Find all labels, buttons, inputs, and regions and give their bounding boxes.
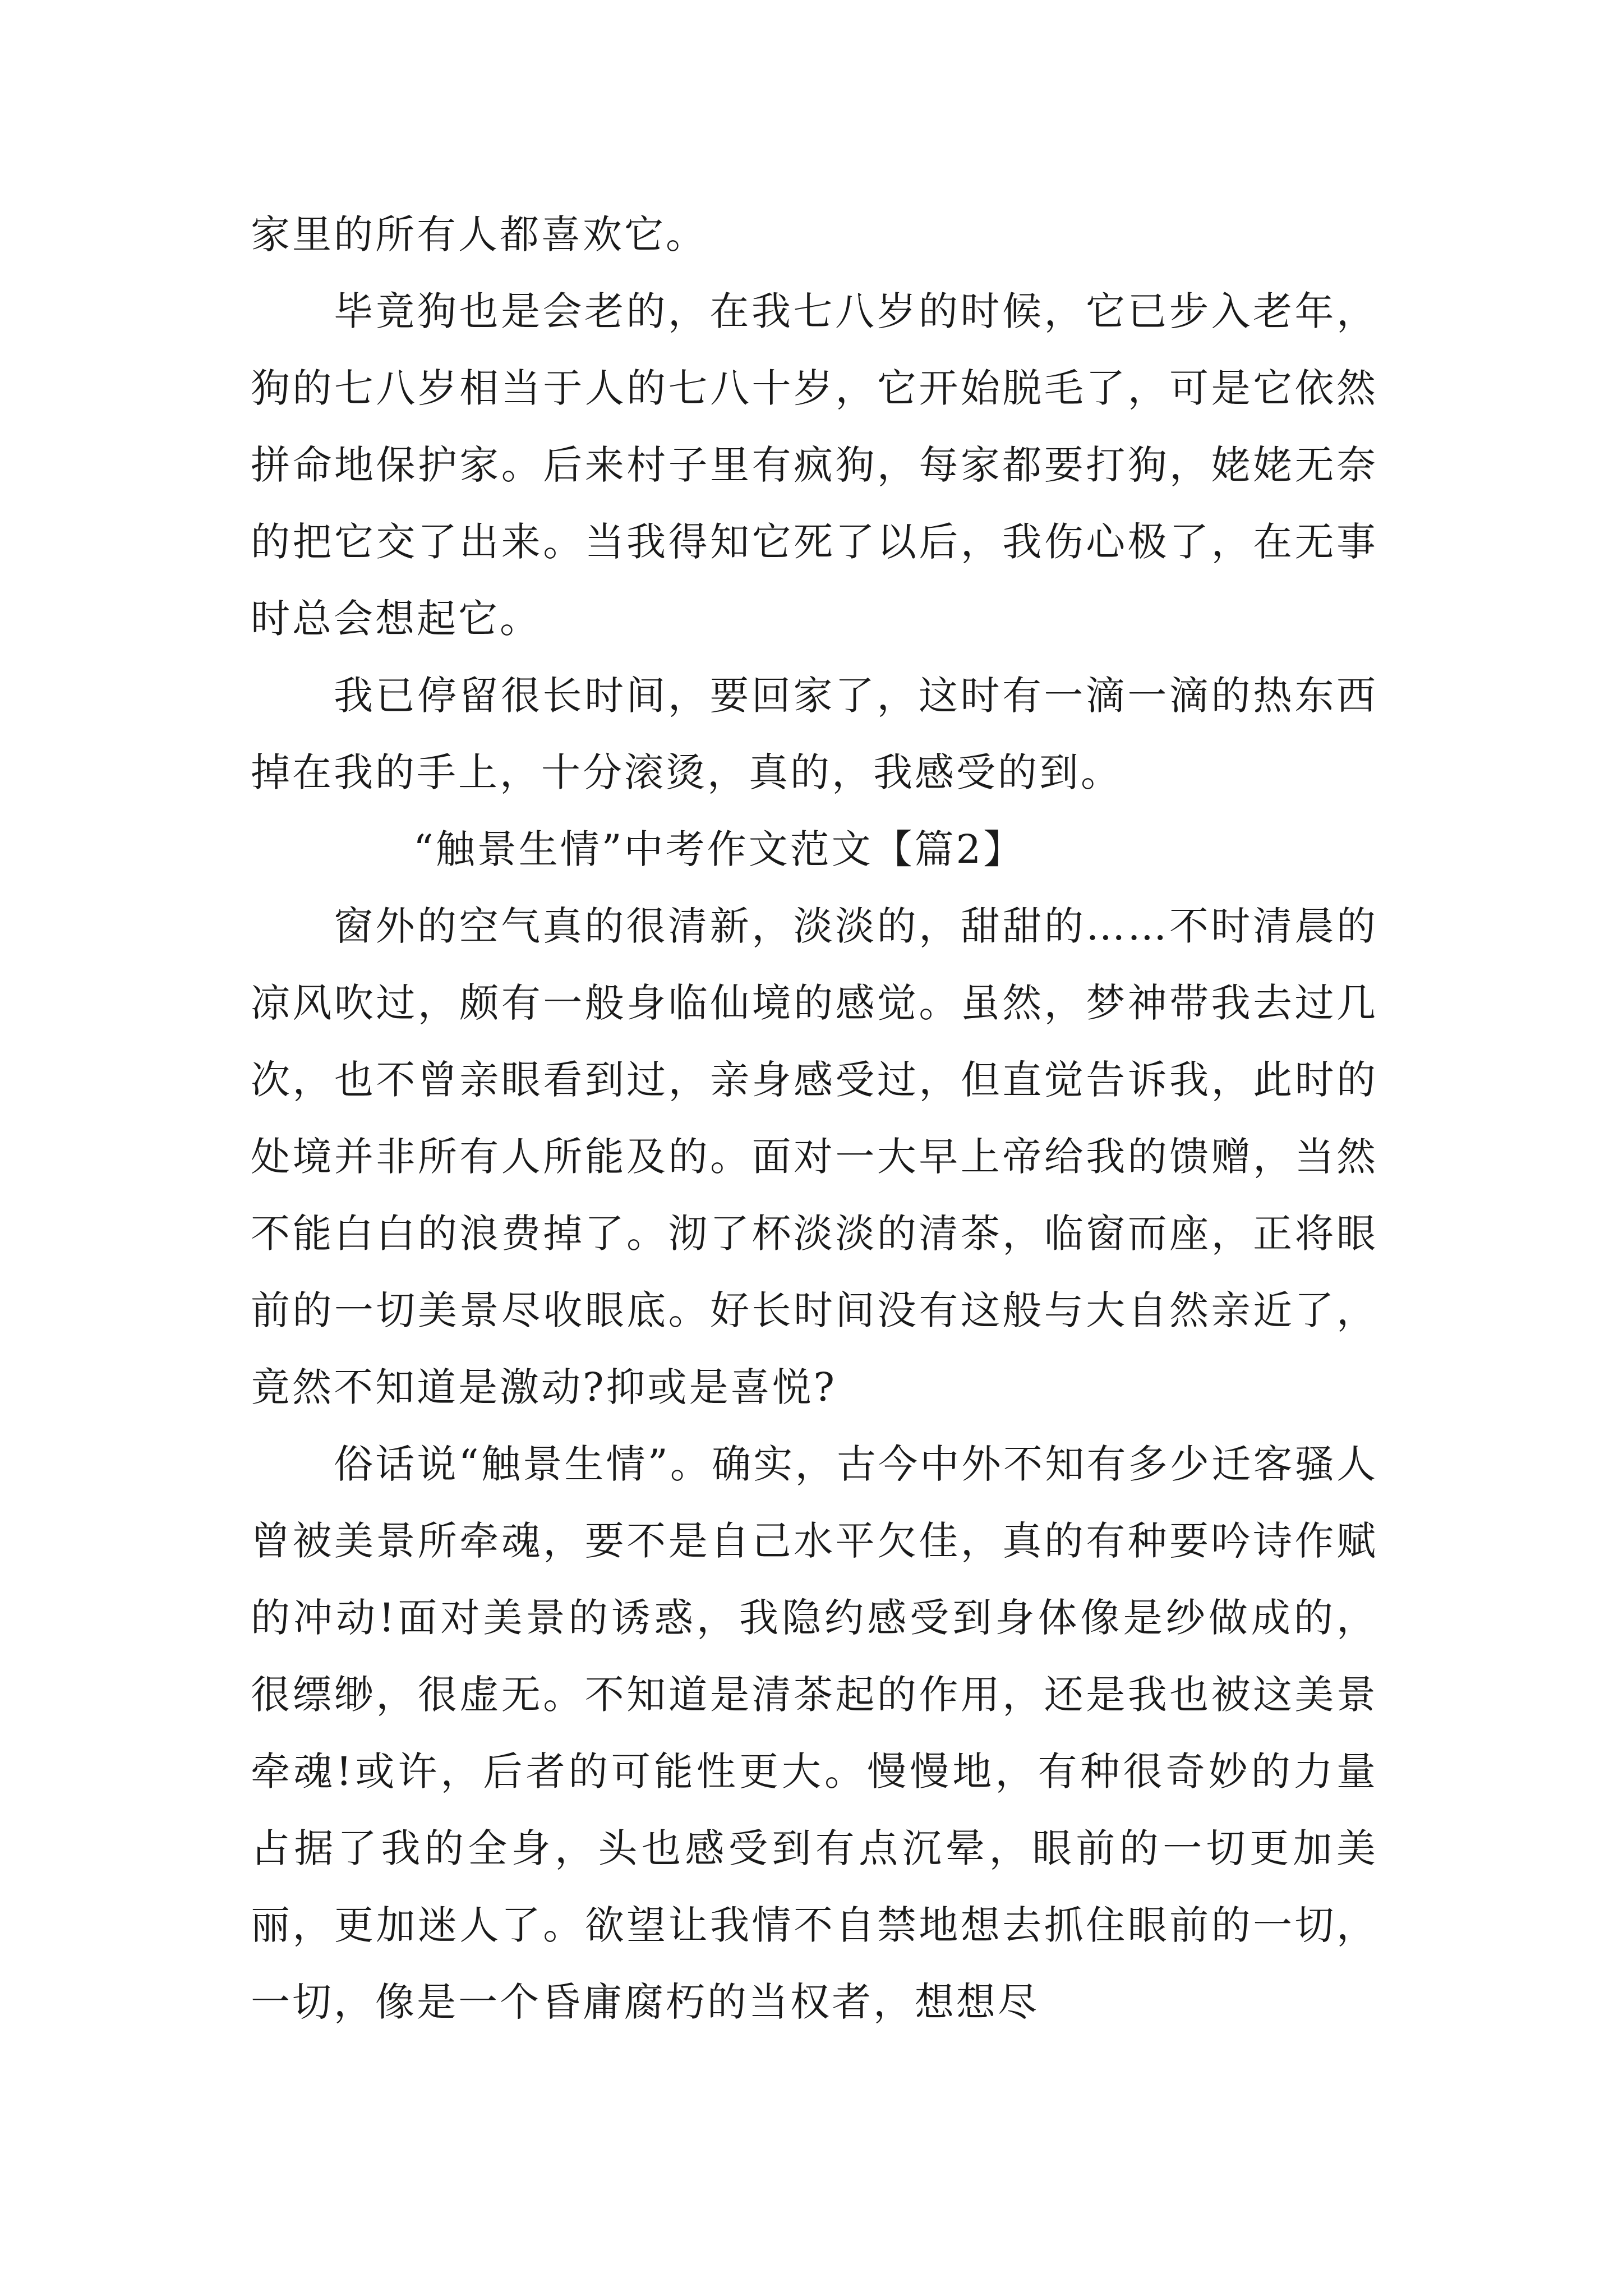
- section-heading: “触景生情”中考作文范文【篇2】: [413, 826, 1025, 872]
- paragraph-continuation: 家里的所有人都喜欢它。: [251, 211, 707, 257]
- paragraph-going-home: 我已停留很长时间，要回家了，这时有一滴一滴的热东西掉在我的手上，十分滚烫，真的，我感受的到。: [251, 673, 1378, 795]
- article-body: [251, 196, 1378, 2041]
- paragraph-old-dog: 毕竟狗也是会老的，在我七八岁的时候，它已步入老年，狗的七八岁相当于人的七八十岁，它开始脱毛了，可是它依然拼命地保护家。后来村子里有疯狗，每家都要打狗，姥姥无奈的把它交了出来。当我得知它死了以后，我伤心极了，在无事时总会想起它。: [251, 288, 1378, 642]
- paragraph-proverb: 俗话说“触景生情”。确实，古今中外不知有多少迁客骚人曾被美景所牵魂，要不是自己水平欠佳，真的有种要吟诗作赋的冲动!面对美景的诱惑，我隐约感受到身体像是纱做成的，很缥缈，很虚无。不知道是清茶起的作用，还是我也被这美景牵魂!或许，后者的可能性更大。慢慢地，有种很奇妙的力量占据了我的全身，头也感受到有点沉晕，眼前的一切更加美丽，更加迷人了。欲望让我情不自禁地想去抓住眼前的一切，一切，像是一个昏庸腐朽的当权者，想想尽: [251, 1441, 1378, 2025]
- paragraph-window-air: 窗外的空气真的很清新，淡淡的，甜甜的……不时清晨的凉风吹过，颇有一般身临仙境的感觉。虽然，梦神带我去过几次，也不曾亲眼看到过，亲身感受过，但直觉告诉我，此时的处境并非所有人所能及的。面对一大早上帝给我的馈赠，当然不能白白的浪费掉了。沏了杯淡淡的清茶，临窗而座，正将眼前的一切美景尽收眼底。好长时间没有这般与大自然亲近了，竟然不知道是激动?抑或是喜悦?: [251, 903, 1378, 1410]
